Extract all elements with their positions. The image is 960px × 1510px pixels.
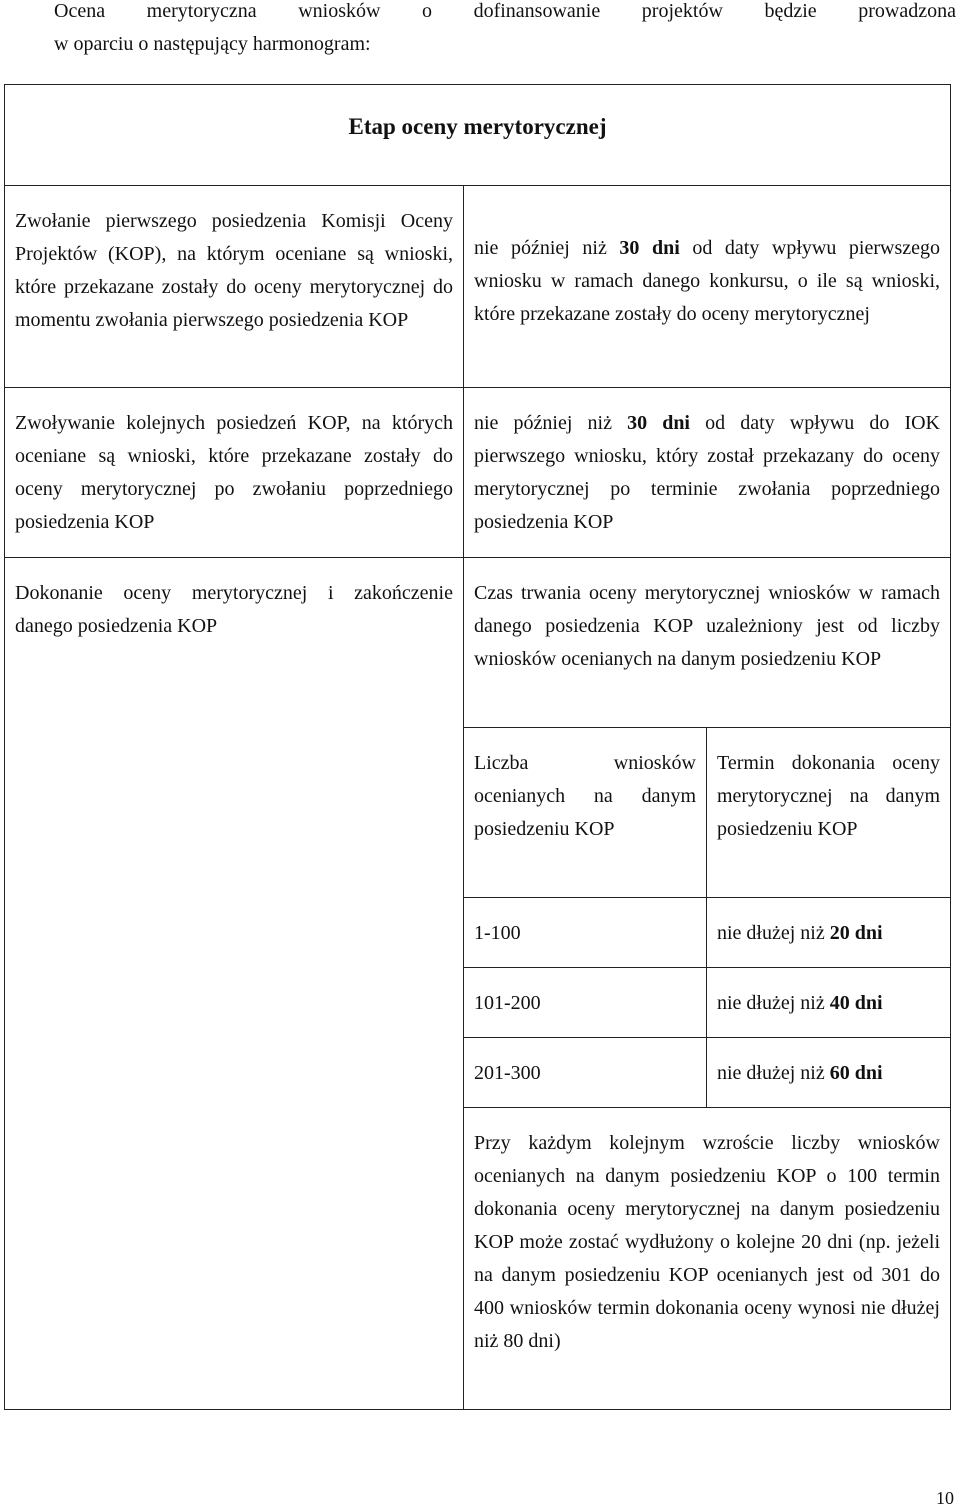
- intro-paragraph: [54, 0, 956, 61]
- row2-term-bold: 30 dni: [627, 412, 690, 434]
- range-term-1-pre: nie dłużej niż: [717, 922, 830, 944]
- subheader-count-cell: Liczba wniosków ocenianych na danym posiedzeniu KOP: [464, 728, 707, 898]
- extension-note-cell: Przy każdym kolejnym wzroście liczby wniosków ocenianych na danym posiedzeniu KOP o 100 termin dokonania oceny merytorycznej na danym posiedzeniu KOP może zostać wydłużony o kolejne 20 dni (np. jeżeli na danym posiedzeniu KOP ocenianych jest od 301 do 400 wniosków termin dokonania oceny wynosi nie dłużej niż 80 dni): [464, 1108, 951, 1410]
- range-term-3-pre: nie dłużej niż: [717, 1062, 830, 1084]
- row2-term-post: od daty wpływu do IOK pierwszego wniosku, który został przekazany do oceny merytorycznej po terminie zwołania poprzedniego posiedzenia KOP: [474, 412, 940, 533]
- row3-stage-cell: Dokonanie oceny merytorycznej i zakończenie danego posiedzenia KOP: [5, 558, 464, 1410]
- range-count-3: 201-300: [464, 1038, 707, 1108]
- row1-term-cell: [464, 186, 951, 388]
- row3-term-cell: Czas trwania oceny merytorycznej wniosków w ramach danego posiedzenia KOP uzależniony jest od liczby wniosków ocenianych na danym posiedzeniu KOP: [464, 558, 951, 728]
- row1-term-post: od daty wpływu pierwszego wniosku w ramach danego konkursu, o ile są wnioski, które przekazane zostały do oceny merytorycznej: [474, 237, 940, 325]
- intro-line-1: Ocena merytoryczna wniosków o dofinansowanie projektów będzie prowadzona: [54, 0, 956, 22]
- range-term-3-bold: 60 dni: [829, 1062, 883, 1084]
- page-number: 10: [936, 1488, 954, 1508]
- range-count-2: 101-200: [464, 968, 707, 1038]
- row2-term-pre: nie później niż: [474, 412, 628, 434]
- row2-term-cell: [464, 388, 951, 558]
- row1-stage-cell: Zwołanie pierwszego posiedzenia Komisji Oceny Projektów (KOP), na którym oceniane są wnioski, które przekazane zostały do oceny merytorycznej do momentu zwołania pierwszego posiedzenia KOP: [5, 186, 464, 388]
- table-header: Etap oceny merytorycznej: [5, 85, 951, 186]
- range-term-1-bold: 20 dni: [829, 922, 883, 944]
- row1-term-pre: nie później niż: [474, 237, 620, 259]
- intro-line-2: w oparciu o następujący harmonogram:: [54, 33, 371, 55]
- range-term-2-pre: nie dłużej niż: [717, 992, 830, 1014]
- range-count-1: 1-100: [464, 898, 707, 968]
- range-term-3: [707, 1038, 951, 1108]
- range-term-1: [707, 898, 951, 968]
- subheader-term-cell: Termin dokonania oceny merytorycznej na danym posiedzeniu KOP: [707, 728, 951, 898]
- row1-term-bold: 30 dni: [619, 237, 680, 259]
- row2-stage-cell: Zwoływanie kolejnych posiedzeń KOP, na których oceniane są wnioski, które przekazane zostały do oceny merytorycznej po zwołaniu poprzedniego posiedzenia KOP: [5, 388, 464, 558]
- schedule-table: [4, 84, 951, 1410]
- range-term-2-bold: 40 dni: [829, 992, 883, 1014]
- range-term-2: [707, 968, 951, 1038]
